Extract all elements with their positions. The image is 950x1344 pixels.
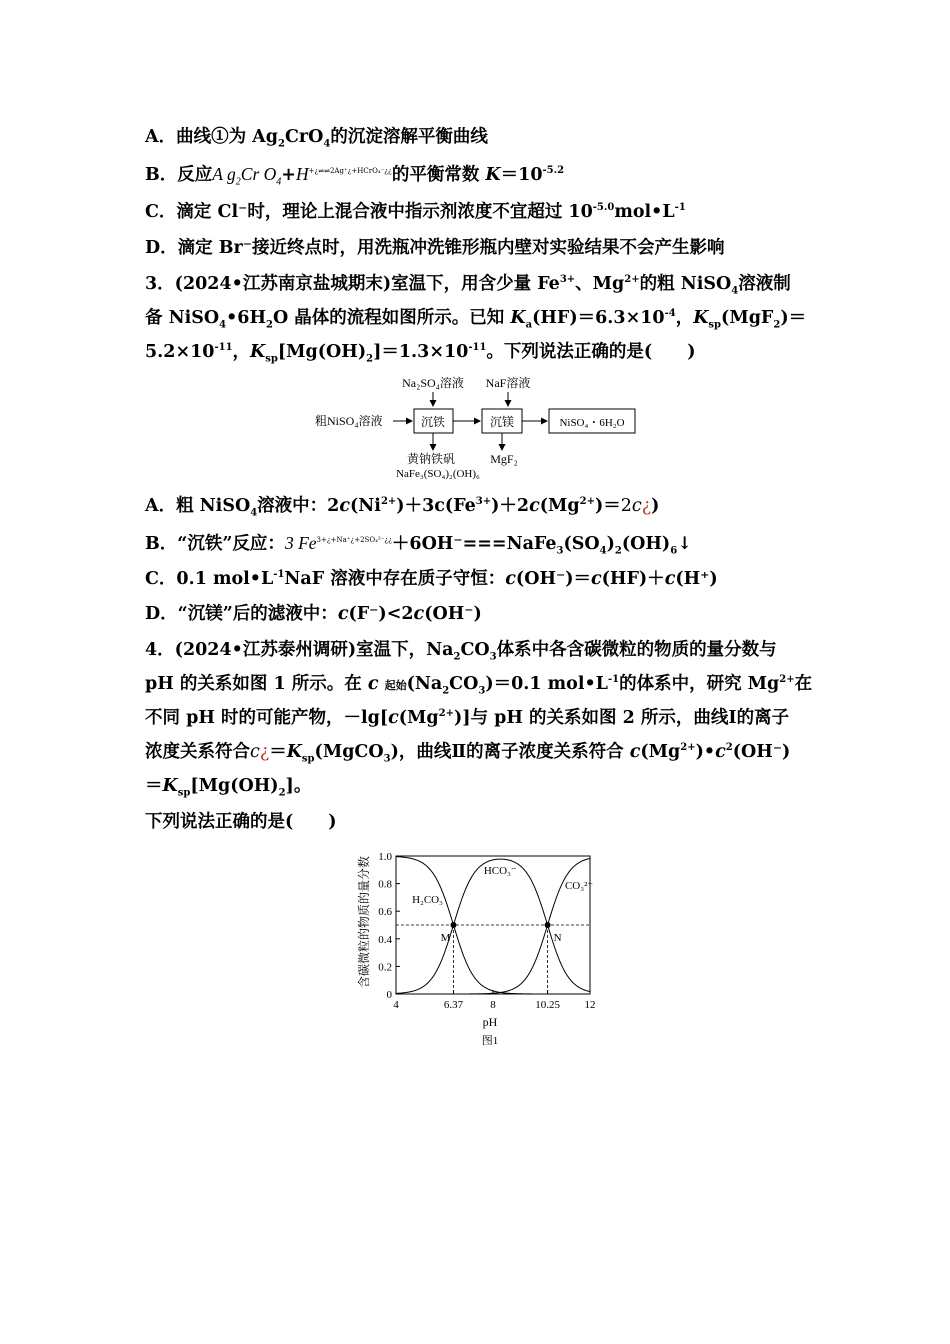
y-tick-label: 0.4 <box>378 933 392 946</box>
series-co32-curve <box>396 858 590 994</box>
box-iron-removal-label: 沉铁 <box>420 415 446 429</box>
q2-option-b: B．反应A $g_2Cr$ $O_4+H^{+¿\rightleftharpoons\rightleftharpoons 2Ag^+¿+HCrO_4^-¿¿}$的平衡常数 $K=10^{-5.2}$ <box>145 164 565 188</box>
figure-caption: 图1 <box>481 1035 499 1047</box>
point-label-m: M <box>440 932 451 944</box>
precipitate1-formula: NaFe₃(SO₄)₂(OH)₆ <box>396 468 480 480</box>
chart-plot-area <box>378 851 595 1011</box>
x-tick-label: 10.25 <box>535 999 560 1011</box>
x-tick-label: 12 <box>584 999 596 1011</box>
x-tick-label: 8 <box>490 999 496 1011</box>
box-mg-removal-label: 沉镁 <box>489 415 515 429</box>
q4-stem-line2: pH 的关系如图 1 所示。在 c 起始$(Na_2CO_3)=0.1$ $mol•L^{-1}$的体系中，研究 $Mg^{2+}$在 <box>145 674 813 697</box>
y-tick-label: 0.8 <box>378 878 392 891</box>
series-label: HCO₃⁻ <box>483 864 517 877</box>
q3-option-d: D．“沉镁”后的滤液中：c(F⁻)<2c(OH⁻) <box>145 604 482 624</box>
q3-option-b: B．“沉铁”反应：3 $Fe^{3+¿+Na^+¿+2SO_4^{2-}¿¿}+6OH^-===NaFe_3(SO_4)_2(OH)_6↓$ <box>145 533 692 557</box>
point-n <box>545 922 551 928</box>
q2-option-c: C．滴定 Cl⁻时，理论上混合液中指示剂浓度不宜超过 $10^{-5.0}mol•L^{-1}$ <box>145 202 686 222</box>
q3-stem-line2: 备 $NiSO_4•6H_2O$ 晶体的流程如图所示。已知 $K_a(HF)=6.3\times 10^{-4}$，$K_{sp}(MgF_2)=$ <box>145 308 807 331</box>
q2-option-d: D．滴定 Br⁻接近终点时，用洗瓶冲洗锥形瓶内壁对实验结果不会产生影响 <box>145 238 725 258</box>
x-tick-label: 6.37 <box>443 999 464 1011</box>
x-axis-label: pH <box>482 1015 498 1029</box>
q3-stem-line1: 3．(2024•江苏南京盐城期末)室温下，用含少量 $Fe^{3+}$、$Mg^{2+}$的粗 NiSO$_4$溶液制 <box>145 274 791 297</box>
q3-option-a: A．粗 NiSO$_4$溶液中：$2c(Ni^{2+})+3c(Fe^{3+})+2c(Mg^{2+})=2c¿$) <box>145 496 660 519</box>
x-tick-label: 4 <box>393 999 399 1011</box>
y-tick-label: 0.2 <box>378 961 392 974</box>
reagent-naf-label: NaF溶液 <box>485 376 531 390</box>
reagent-na2so4-label: Na₂SO₄溶液 <box>402 376 464 390</box>
figure-1-chart <box>350 838 610 1050</box>
y-tick-label: 0 <box>386 989 392 1001</box>
precipitate1-name: 黄钠铁矾 <box>406 452 456 466</box>
q3-stem-line3: $5.2\times 10^{-11}$，$K_{sp}[Mg(OH)_2]=1.3\times 10^{-11}$。下列说法正确的是( ) <box>145 342 696 365</box>
q4-stem-line3: 不同 pH 时的可能产物，$-\lg[c(Mg^{2+})]$与 pH 的关系如图 2 所示，曲线Ⅰ的离子 <box>145 708 790 728</box>
q2-option-a: A．曲线①为 $Ag_2CrO_4$的沉淀溶解平衡曲线 <box>145 127 488 150</box>
y-axis-label: 含碳微粒的物质的量分数 <box>357 855 371 989</box>
y-tick-label: 0.6 <box>378 906 392 919</box>
q4-stem-line4: 浓度关系符合$c¿=K_{sp}(MgCO_3)$，曲线Ⅱ的离子浓度关系符合 $c(Mg^{2+})•c^2(OH^-)$ <box>145 742 791 765</box>
q4-stem-line1: 4．(2024•江苏泰州调研)室温下，$Na_2CO_3$体系中各含碳微粒的物质的量分数与 <box>145 640 777 663</box>
point-m <box>450 922 456 928</box>
series-hco3-curve <box>396 859 590 993</box>
box-product-label: NiSO₄・6H₂O <box>559 417 625 429</box>
precipitate2-formula: MgF₂ <box>490 452 518 466</box>
q4-stem-line5: $=K_{sp}[Mg(OH)_2]$。 <box>145 776 312 799</box>
q3-option-c: C．0.1 $mol•L^{-1}NaF$ 溶液中存在质子守恒：c(OH⁻)＝c(HF)＋c(H⁺) <box>145 569 718 589</box>
process-flow-diagram <box>300 370 650 482</box>
series-label: H₂CO₃ <box>412 893 443 906</box>
point-label-n: N <box>553 932 562 944</box>
series-label: CO₃²⁻ <box>564 880 594 893</box>
q4-question: 下列说法正确的是( ) <box>145 812 337 832</box>
start-solution-label: 粗NiSO₄溶液 <box>315 414 383 428</box>
y-tick-label: 1.0 <box>378 851 392 863</box>
